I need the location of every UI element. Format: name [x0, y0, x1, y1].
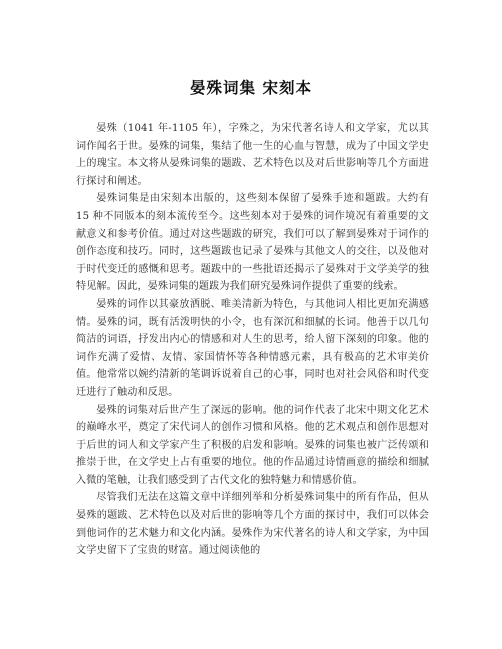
paragraph: 晏殊词集是由宋刻本出版的，这些刻本保留了晏殊手迹和题跋。大约有 15 种不同版本的刻本流传至今。这些刻本对于晏殊的词作境况有着重要的文献意义和参考价值。通过对这些题跋的研究，我们可以了解到晏殊对于词作的创作态度和技巧。同时，这些题跋也记录了晏殊与其他文人的交往，以及他对于时代变迁的感慨和思考。题跋中的一些批语还揭示了晏殊对于文学美学的独特见解。因此，晏殊词集的题跋为我们研究晏殊词作提供了重要的线索。: [76, 193, 429, 293]
paragraph: 晏殊的词集对后世产生了深远的影响。他的词作代表了北宋中期文化艺术的巅峰水平，奠定了宋代词人的创作习惯和风格。他的艺术观点和创作思想对于后世的词人和文学家产生了积极的启发和影响。晏殊的词集也被广泛传颂和推崇于世，在文学史上占有重要的地位。他的作品通过诗情画意的描绘和细腻入微的笔触，让我们感受到了古代文化的独特魅力和情感价值。: [76, 404, 429, 486]
paragraph: 晏殊（1041 年-1105 年），字殊之，为宋代著名诗人和文学家，尤以其词作闻名于世。晏殊的词集，集结了他一生的心血与智慧，成为了中国文学史上的瑰宝。本文将从晏殊词集的题跋、艺术特色以及对后世影响等几个方面进行探讨和阐述。: [76, 123, 429, 187]
paragraph: 尽管我们无法在这篇文章中详细列举和分析晏殊词集中的所有作品，但从晏殊的题跋、艺术特色以及对后世的影响等几个方面的探讨中，我们可以体会到他词作的艺术魅力和文化内涵。晏殊作为宋代著名的诗人和文学家，为中国文学史留下了宝贵的财富。通过阅读他的: [76, 492, 429, 557]
document-title: 晏殊词集 宋刻本: [190, 79, 312, 97]
paragraph: 晏殊的词作以其豪放洒脱、唯美清新为特色，与其他词人相比更加充满感情。晏殊的词，既有活泼明快的小令，也有深沉和细腻的长词。他善于以几句简洁的词语，抒发出内心的情感和对人生的思考，给人留下深刻的印象。他的词作充满了爱情、友情、家国情怀等各种情感元素，具有极高的艺术审美价值。他常常以婉约清新的笔调诉说着自己的心事，同时也对社会风俗和时代变迁进行了触动和反思。: [76, 298, 429, 398]
document-body: [76, 120, 429, 560]
